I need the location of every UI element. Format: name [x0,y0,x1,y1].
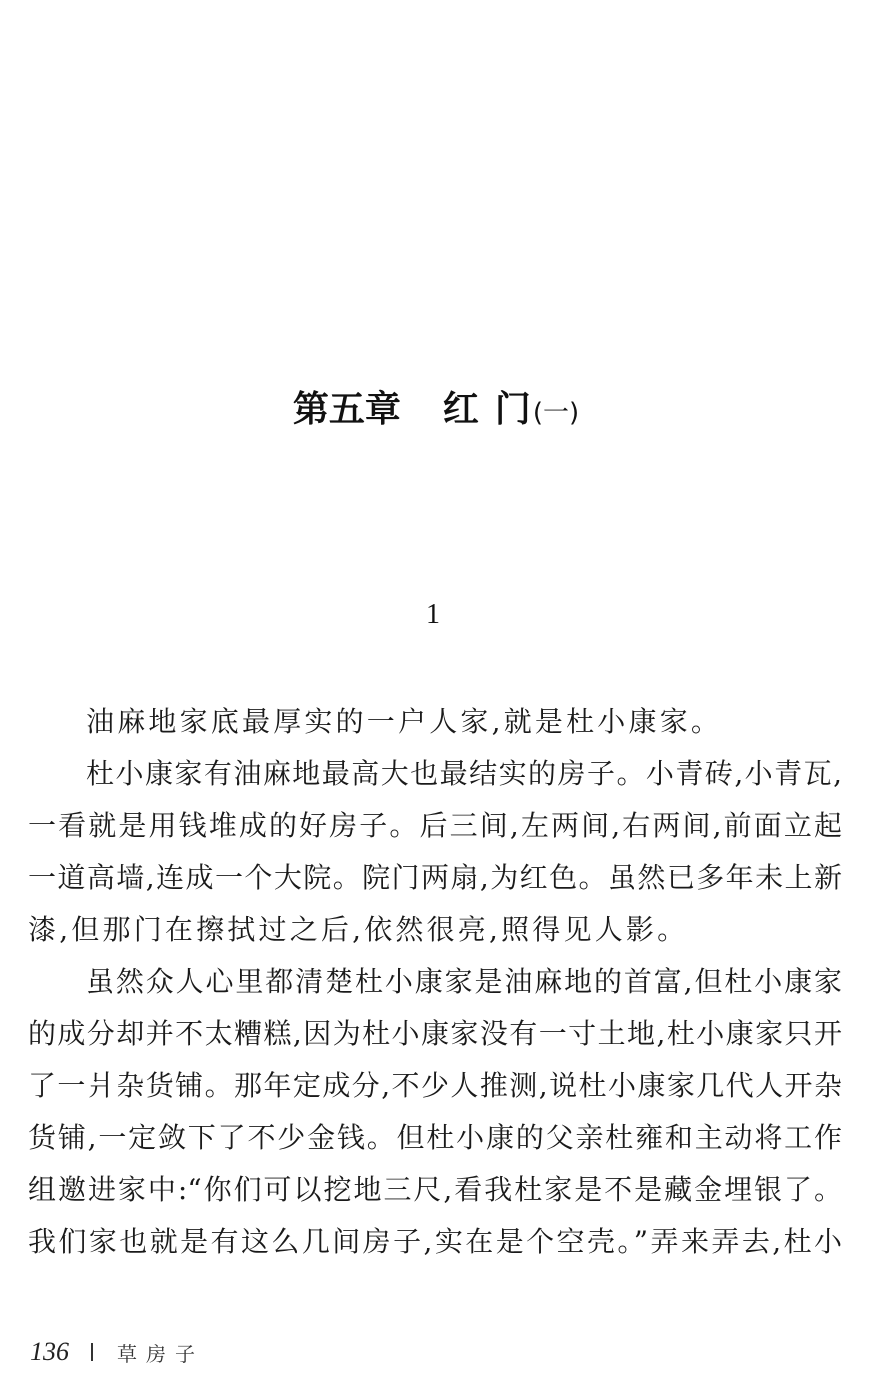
paragraph-3-line-5: 组邀进家中:“你们可以挖地三尺,看我杜家是不是藏金埋银了。 [28,1173,842,1206]
paragraph-2-line-3: 一道高墙,连成一个大院。院门两扇,为红色。虽然已多年未上新 [28,861,842,894]
paragraph-3-line-4: 货铺,一定敛下了不少金钱。但杜小康的父亲杜雍和主动将工作 [28,1121,842,1154]
section-number: 1 [426,599,440,630]
paragraph-1-line-1: 油麻地家底最厚实的一户人家,就是杜小康家。 [86,705,723,738]
chapter-title-part-1: 红 [442,389,479,430]
paragraph-2-line-1: 杜小康家有油麻地最高大也最结实的房子。小青砖,小青瓦, [86,757,842,790]
running-book-title: 草房子 [117,1341,204,1366]
paragraph-3-line-3: 了一爿杂货铺。那年定成分,不少人推测,说杜小康家几代人开杂 [28,1069,842,1102]
chapter-number-label: 第五章 [292,389,401,430]
paragraph-3-line-1: 虽然众人心里都清楚杜小康家是油麻地的首富,但杜小康家 [86,965,842,998]
paragraph-2-line-4: 漆,但那门在擦拭过之后,依然很亮,照得见人影。 [28,913,689,946]
chapter-title [0,385,872,438]
page-number: 136 [30,1337,69,1366]
chapter-title-suffix: (一) [532,398,580,428]
paragraph-3-line-2: 的成分却并不太糟糕,因为杜小康家没有一寸土地,杜小康家只开 [28,1017,842,1050]
footer-divider [91,1343,93,1361]
page-footer [30,1332,204,1372]
chapter-title-part-2: 门 [494,389,531,430]
paragraph-2-line-2: 一看就是用钱堆成的好房子。后三间,左两间,右两间,前面立起 [28,809,842,842]
paragraph-3-line-6: 我们家也就是有这么几间房子,实在是个空壳。”弄来弄去,杜小 [28,1225,842,1258]
